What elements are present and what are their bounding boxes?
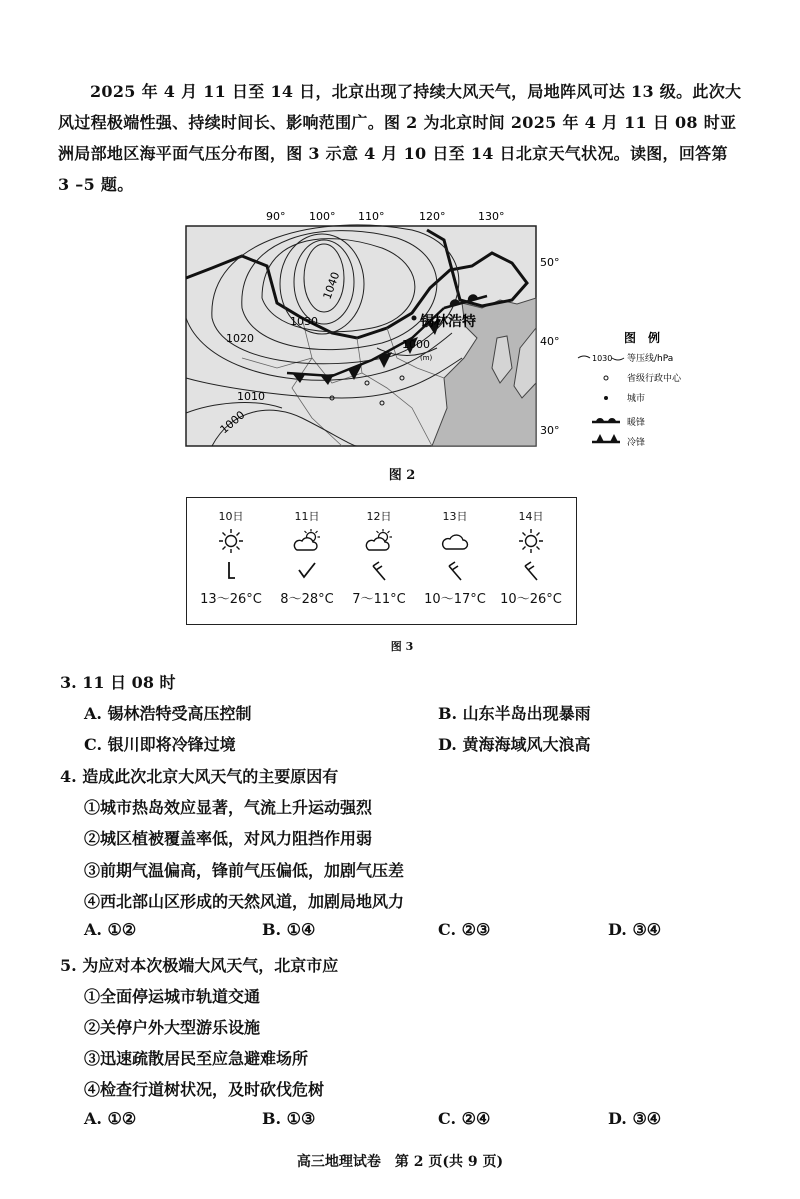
question-5-statement-1: ①全面停运城市轨道交通: [84, 987, 261, 1006]
question-3-stem: 3. 11 日 08 时: [60, 673, 176, 692]
small-label: (m): [420, 354, 433, 362]
day-temp: 10～17°C: [424, 592, 486, 607]
question-4-option-d: D. ③④: [608, 920, 662, 939]
question-4-statement-1: ①城市热岛效应显著，气流上升运动强烈: [84, 798, 373, 817]
question-4-statement-3: ③前期气温偏高，锋前气压偏低，加剧气压差: [84, 861, 405, 880]
day-temp: 8～28°C: [280, 592, 334, 607]
question-4-statement-2: ②城区植被覆盖率低，对风力阻挡作用弱: [84, 829, 373, 848]
day-temp: 7～11°C: [352, 592, 406, 607]
lon-label: 120°: [419, 210, 446, 223]
question-5-option-c: C. ②④: [438, 1109, 491, 1128]
day-date: 13日: [442, 510, 468, 523]
lon-label: 90°: [266, 210, 286, 223]
wind-barb-check-icon: [293, 558, 321, 584]
intro-paragraph: [58, 76, 748, 200]
map-legend: [578, 330, 682, 448]
weather-day: [339, 508, 419, 607]
lon-label: 100°: [309, 210, 336, 223]
day-temp: 13～26°C: [200, 592, 262, 607]
question-5-statement-2: ②关停户外大型游乐设施: [84, 1018, 261, 1037]
page-footer: 高三地理试卷 第 2 页(共 9 页): [296, 1154, 504, 1170]
legend-cold-text: 冷锋: [627, 438, 646, 448]
isobar-label: 1000: [402, 338, 430, 351]
question-4-option-c: C. ②③: [438, 920, 491, 939]
legend-isobar-sample: 1030: [592, 354, 613, 363]
day-date: 11日: [294, 510, 320, 523]
weather-day: [267, 508, 347, 607]
legend-isobar-text: 等压线/hPa: [627, 354, 674, 364]
legend-isobar-icon: [578, 356, 590, 358]
legend-city-text: 城市: [627, 394, 646, 404]
sun-icon: [517, 528, 545, 554]
question-3-option-c: C. 银川即将冷锋过境: [84, 735, 236, 754]
wind-barb-strong-icon: [441, 558, 469, 584]
weather-forecast-box: [186, 497, 577, 625]
day-date: 12日: [366, 510, 392, 523]
city-dot: [412, 316, 417, 321]
question-3-option-a: A. 锡林浩特受高压控制: [84, 704, 252, 723]
intro-line: 洲局部地区海平面气压分布图，图 3 示意 4 月 10 日至 14 日北京天气状况。读图，回答第: [58, 144, 728, 163]
day-date: 14日: [518, 510, 544, 523]
figure3-caption: 图 3: [390, 640, 414, 653]
day-temp: 10～26°C: [500, 592, 562, 607]
isobar-label: 1020: [226, 332, 254, 345]
intro-line: 2025 年 4 月 11 日至 14 日，北京出现了持续大风天气，局地阵风可达 13 级。此次大: [90, 82, 742, 101]
city-label: 锡林浩特: [420, 314, 476, 330]
isobar-label: 1000: [217, 408, 248, 437]
legend-city-icon: [604, 396, 608, 400]
isobar-label: 1040: [320, 270, 343, 302]
question-3-option-d: D. 黄海海域风大浪高: [438, 735, 591, 754]
legend-capital-text: 省级行政中心: [627, 374, 682, 384]
weather-day: [491, 508, 571, 607]
wind-barb-strong-icon: [517, 558, 545, 584]
question-5-stem: 5. 为应对本次极端大风天气，北京市应: [60, 956, 339, 975]
legend-warm-text: 暖锋: [627, 418, 646, 428]
pressure-map-figure: [182, 208, 742, 458]
sun-icon: [217, 528, 245, 554]
cloud-icon: [440, 528, 470, 554]
question-4-stem: 4. 造成此次北京大风天气的主要原因有: [60, 767, 339, 786]
weather-day: [415, 508, 495, 607]
figure2-caption: 图 2: [388, 468, 416, 483]
day-date: 10日: [218, 510, 244, 523]
question-5-option-d: D. ③④: [608, 1109, 662, 1128]
wind-barb-strong-icon: [365, 558, 393, 584]
legend-capital-icon: [604, 376, 608, 380]
question-5-option-b: B. ①③: [262, 1109, 316, 1128]
intro-line: 风过程极端性强、持续时间长、影响范围广。图 2 为北京时间 2025 年 4 月 11 日 08 时亚: [58, 113, 737, 132]
legend-title: 图 例: [624, 331, 661, 345]
isobar-label: 1010: [237, 390, 265, 403]
weather-day: [191, 508, 271, 607]
question-4-option-a: A. ①②: [84, 920, 137, 939]
question-5-statement-4: ④检查行道树状况，及时砍伐危树: [84, 1080, 325, 1099]
lat-label: 30°: [540, 424, 560, 437]
lat-label: 40°: [540, 335, 560, 348]
question-5-option-a: A. ①②: [84, 1109, 137, 1128]
isobar-label: 1030: [290, 315, 318, 328]
intro-line: 3 –5 题。: [58, 175, 134, 194]
wind-barb-calm-icon: [217, 558, 245, 584]
partly-cloudy-icon: [363, 528, 395, 554]
question-3-option-b: B. 山东半岛出现暴雨: [438, 704, 591, 723]
question-4-option-b: B. ①④: [262, 920, 316, 939]
lat-label: 50°: [540, 256, 560, 269]
lon-label: 130°: [478, 210, 505, 223]
lon-label: 110°: [358, 210, 385, 223]
question-4-statement-4: ④西北部山区形成的天然风道，加剧局地风力: [84, 892, 405, 911]
question-5-statement-3: ③迅速疏散居民至应急避难场所: [84, 1049, 309, 1068]
partly-cloudy-icon: [291, 528, 323, 554]
